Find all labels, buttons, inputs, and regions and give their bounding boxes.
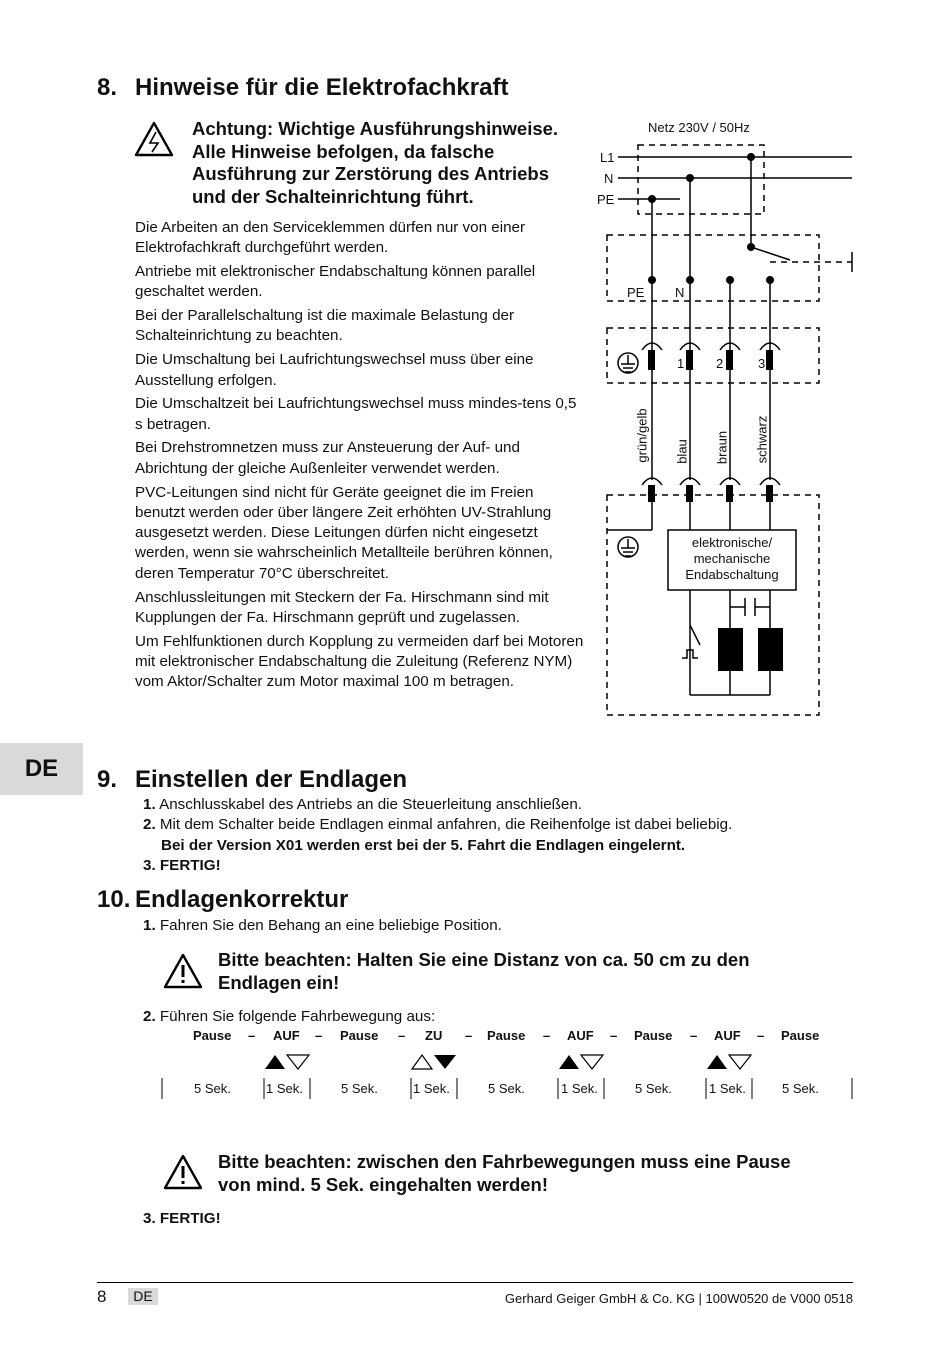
section-8-paragraphs — [135, 218, 585, 696]
seq-dash: – — [610, 1028, 618, 1043]
up-arrow-icon — [263, 1053, 311, 1071]
diagram-l1-label: L1 — [600, 150, 615, 165]
seq-item: AUF — [273, 1028, 300, 1043]
endabschaltung-box-label: elektronische/ mechanische Endabschaltung — [685, 535, 779, 582]
seq-dash: – — [690, 1028, 698, 1043]
wire-label-blau: blau — [674, 439, 690, 464]
step-1: 1. Anschlusskabel des Antriebs an die Steuerleitung anschließen. — [143, 796, 583, 813]
step-2: 2. Mit dem Schalter beide Endlagen einmal anfahren, die Reihenfolge ist dabei beliebig. — [143, 816, 733, 834]
section-8-title: Hinweise für die Elektrofachkraft — [135, 74, 509, 101]
warning-icon — [163, 953, 203, 989]
seq-item: Pause — [781, 1028, 820, 1043]
seq-item: AUF — [567, 1028, 594, 1043]
time-label: 1 Sek. — [709, 1081, 746, 1096]
wire-label-schwarz: schwarz — [754, 415, 770, 464]
paragraph: PVC-Leitungen sind nicht für Geräte geeignet die im Freien benutzt werden oder über längere Zeit erhöhten UV-Strahlung ausgesetzt werden. Diese Leitungen dürfen nicht eingesetzt werden, wenn sie wahrscheinlich Metallteile berühren können, deren Temperatur 70°C überschreitet. — [135, 483, 553, 582]
electric-warning-icon — [134, 121, 174, 157]
seq-dash: – — [398, 1028, 406, 1043]
seq-item: Pause — [340, 1028, 379, 1043]
paragraph: Um Fehlfunktionen durch Kopplung zu vermeiden darf bei Motoren mit elektronischer Endabschaltung die Zuleitung (Referenz NYM) vom Aktor/Schalter zum Motor maximal 100 m betragen. — [135, 632, 584, 691]
seq-item: Pause — [487, 1028, 526, 1043]
diagram-n-terminal-label: N — [675, 285, 685, 300]
footer-divider — [97, 1282, 853, 1283]
time-label: 5 Sek. — [341, 1081, 378, 1096]
time-label: 5 Sek. — [488, 1081, 525, 1096]
time-label: 1 Sek. — [561, 1081, 598, 1096]
step-3: 3. FERTIG! — [143, 856, 221, 874]
diagram-pin-2: 2 — [716, 356, 724, 371]
paragraph: Antriebe mit elektronischer Endabschaltung können parallel geschaltet werden. — [135, 263, 536, 301]
paragraph: Anschlussleitungen mit Steckern der Fa. Hirschmann sind mit Kupplungen der Fa. Hirschmann geprüft und zugelassen. — [135, 588, 549, 626]
warning-icon — [163, 1154, 203, 1190]
wire-label-gruen-gelb: grün/gelb — [634, 408, 650, 463]
time-label: 1 Sek. — [266, 1081, 303, 1096]
up-arrow-icon — [705, 1053, 753, 1071]
language-side-tab: DE — [0, 743, 83, 795]
wire-label-braun: braun — [714, 430, 730, 465]
paragraph: Die Umschaltung bei Laufrichtungswechsel muss über eine Ausstellung erfolgen. — [135, 351, 534, 389]
footer-company: Gerhard Geiger GmbH & Co. KG | 100W0520 de V000 0518 — [504, 1291, 853, 1306]
diagram-mains-label: Netz 230V / 50Hz — [648, 120, 750, 135]
section-9-steps — [143, 795, 732, 876]
page-number: 8 — [97, 1287, 107, 1306]
section-10-title: Endlagenkorrektur — [135, 886, 349, 913]
diagram-pe-label: PE — [597, 192, 615, 207]
seq-dash: – — [757, 1028, 765, 1043]
section-10-step-1: 1. Fahren Sie den Behang an eine beliebige Position. — [143, 917, 502, 934]
diagram-pe-terminal-label: PE — [627, 285, 645, 300]
diagram-pin-1: 1 — [677, 356, 685, 371]
diagram-pin-3: 3 — [758, 356, 766, 371]
seq-dash: – — [465, 1028, 473, 1043]
seq-dash: – — [248, 1028, 256, 1043]
seq-item: ZU — [425, 1028, 443, 1043]
section-8-warning: Achtung: Wichtige Ausführungshinweise. Alle Hinweise befolgen, da falsche Ausführung zur Zerstörung des Antriebs und der Schalteinrichtung führt. — [192, 118, 559, 207]
time-label: 5 Sek. — [782, 1081, 819, 1096]
section-10-step-3: 3. FERTIG! — [143, 1210, 221, 1227]
seq-dash: – — [315, 1028, 323, 1043]
section-10-warning-2: Bitte beachten: zwischen den Fahrbewegungen muss eine Pause von mind. 5 Sek. eingehalten werden! — [218, 1151, 791, 1195]
section-8-number: 8. — [97, 74, 118, 101]
section-9-number: 9. — [97, 766, 118, 793]
seq-dash: – — [543, 1028, 551, 1043]
section-10-warning-1: Bitte beachten: Halten Sie eine Distanz von ca. 50 cm zu den Endlagen ein! — [218, 949, 750, 993]
paragraph: Bei der Parallelschaltung ist die maximale Belastung der Schalteinrichtung zu beachten. — [135, 307, 515, 345]
wiring-diagram — [590, 110, 870, 730]
step-2-note: Bei der Version X01 werden erst bei der 5. Fahrt die Endlagen eingelernt. — [161, 836, 686, 854]
section-9-title: Einstellen der Endlagen — [135, 766, 408, 793]
paragraph: Bei Drehstromnetzen muss zur Ansteuerung der Auf- und Abrichtung der gleiche Außenleiter verwendet werden. — [135, 439, 520, 477]
paragraph: Die Umschaltzeit bei Laufrichtungswechsel muss mindes-tens 0,5 s betragen. — [135, 395, 577, 433]
seq-item: Pause — [193, 1028, 232, 1043]
time-label: 1 Sek. — [413, 1081, 450, 1096]
seq-item: Pause — [634, 1028, 673, 1043]
footer-lang-badge: DE — [128, 1288, 158, 1305]
section-10-step-2: 2. Führen Sie folgende Fahrbewegung aus: — [143, 1008, 436, 1025]
paragraph: Die Arbeiten an den Serviceklemmen dürfen nur von einer Elektrofachkraft durchgeführt werden. — [135, 219, 526, 257]
diagram-n-label: N — [604, 171, 614, 186]
section-10-number: 10. — [97, 886, 131, 913]
up-arrow-icon — [557, 1053, 605, 1071]
time-label: 5 Sek. — [635, 1081, 672, 1096]
down-arrow-icon — [410, 1053, 458, 1071]
seq-item: AUF — [714, 1028, 741, 1043]
time-label: 5 Sek. — [194, 1081, 231, 1096]
